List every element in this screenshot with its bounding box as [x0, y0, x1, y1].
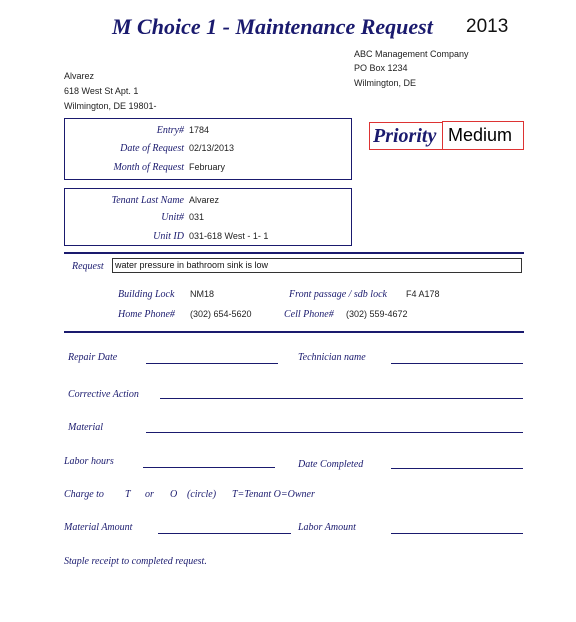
cell-phone-label: Cell Phone# — [284, 309, 334, 320]
technician-name-label: Technician name — [298, 352, 366, 363]
material-label: Material — [68, 422, 103, 433]
material-amount-label: Material Amount — [64, 522, 133, 533]
building-lock-label: Building Lock — [118, 289, 175, 300]
charge-tenant-option[interactable]: T — [125, 489, 131, 500]
building-lock-value: NM18 — [190, 289, 215, 299]
unit-value: 031 — [189, 212, 205, 222]
labor-amount-line[interactable] — [391, 533, 523, 534]
priority-value: Medium — [442, 121, 524, 150]
request-label: Request — [72, 261, 104, 272]
repair-date-label: Repair Date — [68, 352, 118, 363]
home-phone-label: Home Phone# — [118, 309, 175, 320]
front-passage-value: F4 A178 — [406, 289, 440, 299]
unit-label: Unit# — [161, 212, 184, 223]
labor-amount-label: Labor Amount — [298, 522, 356, 533]
entry-value: 1784 — [189, 125, 210, 135]
material-amount-line[interactable] — [158, 533, 291, 534]
date-completed-label: Date Completed — [298, 459, 364, 470]
entry-label: Entry# — [156, 125, 184, 136]
repair-date-line[interactable] — [146, 363, 278, 364]
request-field[interactable]: water pressure in bathroom sink is low — [112, 258, 522, 273]
home-phone-value: (302) 654-5620 — [190, 309, 252, 319]
date-of-request-value: 02/13/2013 — [189, 143, 235, 153]
charge-or: or — [145, 489, 154, 500]
page-title: M Choice 1 - Maintenance Request — [112, 14, 433, 39]
month-of-request-label: Month of Request — [113, 162, 184, 173]
priority-label: Priority — [369, 122, 443, 150]
date-of-request-label: Date of Request — [120, 143, 184, 154]
separator-top — [64, 252, 524, 254]
corrective-action-line[interactable] — [160, 398, 523, 399]
technician-name-line[interactable] — [391, 363, 523, 364]
tenant-street: 618 West St Apt. 1 — [64, 86, 139, 96]
unit-id-value: 031-618 West - 1- 1 — [189, 231, 269, 241]
corrective-action-label: Corrective Action — [68, 389, 139, 400]
tenant-last-name-value: Alvarez — [189, 195, 220, 205]
company-name: ABC Management Company — [354, 49, 469, 59]
company-city: Wilmington, DE — [354, 78, 417, 88]
separator-middle — [64, 331, 524, 333]
company-address: PO Box 1234 — [354, 63, 408, 73]
labor-hours-label: Labor hours — [64, 456, 114, 467]
front-passage-label: Front passage / sdb lock — [289, 289, 387, 300]
tenant-name: Alvarez — [64, 71, 95, 81]
staple-note: Staple receipt to completed request. — [64, 556, 207, 567]
date-completed-line[interactable] — [391, 468, 523, 469]
charge-circle-note: (circle) — [187, 489, 217, 500]
charge-to-label: Charge to — [64, 489, 104, 500]
tenant-last-name-label: Tenant Last Name — [111, 195, 184, 206]
year: 2013 — [466, 16, 509, 37]
labor-hours-line[interactable] — [143, 467, 275, 468]
material-line[interactable] — [146, 432, 523, 433]
cell-phone-value: (302) 559-4672 — [346, 309, 408, 319]
unit-id-label: Unit ID — [153, 231, 184, 242]
tenant-city: Wilmington, DE 19801- — [64, 101, 157, 111]
charge-owner-option[interactable]: O — [170, 489, 178, 500]
charge-legend: T=Tenant O=Owner — [232, 489, 315, 500]
month-of-request-value: February — [189, 162, 226, 172]
